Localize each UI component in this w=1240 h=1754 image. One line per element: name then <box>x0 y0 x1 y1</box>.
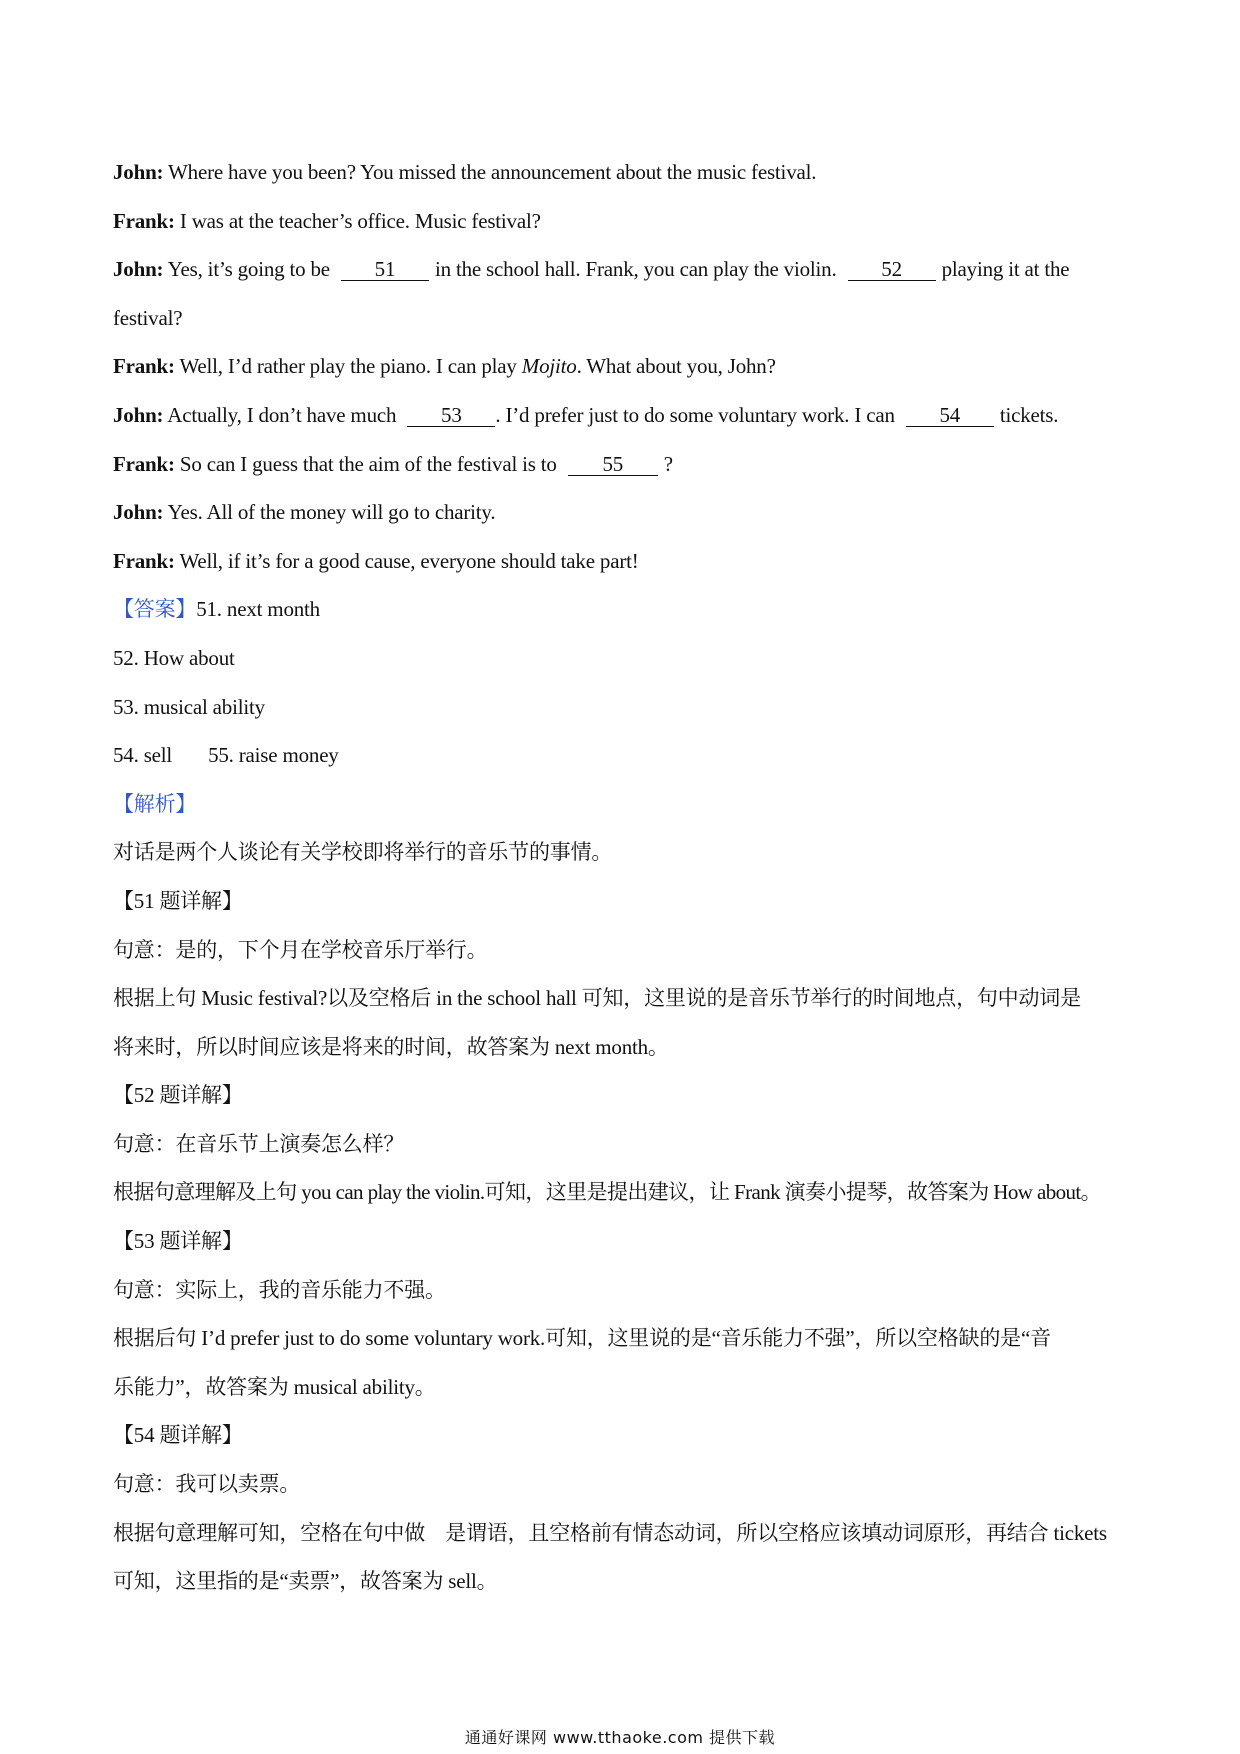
dialogue-text: Yes, it’s going to be <box>163 257 330 282</box>
answer-line <box>113 585 1133 634</box>
q52-reason: 根据句意理解及上句 you can play the violin.可知，这里是提出建议，让 Frank 演奏小提琴，故答案为 How about。 <box>113 1180 1102 1205</box>
analysis-line <box>113 1557 1133 1606</box>
dialogue-text: ? <box>663 451 673 476</box>
analysis-line <box>113 828 1133 877</box>
analysis-line <box>113 1363 1133 1412</box>
analysis-line <box>113 1509 1133 1558</box>
q51-title: 【51 题详解】 <box>113 888 243 913</box>
q53-title: 【53 题详解】 <box>113 1229 243 1254</box>
song-title: Mojito <box>521 354 577 379</box>
dialogue-text: Well, I’d rather play the piano. I can play <box>174 354 522 379</box>
dialogue-line <box>113 294 1133 343</box>
dialogue-text: Actually, I don’t have much <box>163 402 397 427</box>
analysis-line <box>113 1071 1133 1120</box>
q54-meaning: 句意：我可以卖票。 <box>113 1472 301 1497</box>
dialogue-text: . I’d prefer just to do some voluntary work. I can <box>495 402 895 427</box>
q54-title: 【54 题详解】 <box>113 1423 243 1448</box>
dialogue-text: in the school hall. Frank, you can play the violin. <box>434 257 837 282</box>
dialogue-line <box>113 197 1133 246</box>
analysis-line <box>113 1411 1133 1460</box>
analysis-line <box>113 1460 1133 1509</box>
analysis-intro: 对话是两个人谈论有关学校即将举行的音乐节的事情。 <box>113 840 613 865</box>
dialogue-line <box>113 342 1133 391</box>
q53-meaning: 句意：实际上，我的音乐能力不强。 <box>113 1277 446 1302</box>
answer-54: 54. sell <box>113 743 173 768</box>
blank-54: 54 <box>906 404 994 427</box>
dialogue-line <box>113 537 1133 586</box>
dialogue-line <box>113 148 1133 197</box>
answer-52: 52. How about <box>113 645 235 670</box>
speaker-frank: Frank: <box>113 208 175 233</box>
dialogue-text: So can I guess that the aim of the festival is to <box>174 451 557 476</box>
analysis-line <box>113 877 1133 926</box>
dialogue-line <box>113 440 1133 489</box>
q51-reason: 根据上句 Music festival?以及空格后 in the school hall 可知，这里说的是音乐节举行的时间地点，句中动词是 <box>113 986 1081 1011</box>
q54-reason: 可知，这里指的是“卖票”，故答案为 sell。 <box>113 1569 498 1594</box>
speaker-john: John: <box>113 257 164 282</box>
dialogue-text: Yes. All of the money will go to charity. <box>163 500 496 525</box>
dialogue-text: I was at the teacher’s office. Music festival? <box>174 208 541 233</box>
blank-53: 53 <box>407 404 495 427</box>
answer-line <box>113 634 1133 683</box>
page-content <box>113 148 1133 1606</box>
speaker-frank: Frank: <box>113 548 175 573</box>
analysis-heading <box>113 780 1133 829</box>
speaker-frank: Frank: <box>113 451 175 476</box>
speaker-john: John: <box>113 402 164 427</box>
page-footer: 通通好课网 www.tthaoke.com 提供下载 <box>464 1728 776 1747</box>
dialogue-text: Where have you been? You missed the announcement about the music festival. <box>163 160 817 184</box>
blank-51: 51 <box>341 258 429 281</box>
dialogue-text: Well, if it’s for a good cause, everyone should take part! <box>174 548 639 573</box>
answer-53: 53. musical ability <box>113 694 265 719</box>
dialogue-text: festival? <box>113 305 183 330</box>
analysis-line <box>113 1023 1133 1072</box>
q52-title: 【52 题详解】 <box>113 1083 243 1108</box>
q53-reason: 乐能力”，故答案为 musical ability。 <box>113 1374 436 1399</box>
dialogue-line <box>113 488 1133 537</box>
analysis-line <box>113 974 1133 1023</box>
analysis-line <box>113 1266 1133 1315</box>
analysis-label: 【解析】 <box>113 791 197 816</box>
dialogue-line <box>113 391 1133 440</box>
blank-55: 55 <box>568 453 658 476</box>
dialogue-text: . What about you, John? <box>576 354 776 379</box>
analysis-line <box>113 1217 1133 1266</box>
analysis-line <box>113 1314 1133 1363</box>
q51-meaning: 句意：是的，下个月在学校音乐厅举行。 <box>113 937 488 962</box>
dialogue-text: playing it at the <box>941 257 1070 282</box>
q51-reason: 将来时，所以时间应该是将来的时间，故答案为 next month。 <box>113 1034 669 1059</box>
analysis-line <box>113 1120 1133 1169</box>
q54-reason: 根据句意理解可知，空格在句中做 是谓语，且空格前有情态动词，所以空格应该填动词原形，再结合 tickets <box>113 1520 1107 1545</box>
answer-line <box>113 731 1133 780</box>
blank-52: 52 <box>848 258 936 281</box>
q52-meaning: 句意：在音乐节上演奏怎么样？ <box>113 1131 405 1156</box>
analysis-line <box>113 926 1133 975</box>
dialogue-line <box>113 245 1133 294</box>
answer-51: 51. next month <box>196 597 320 622</box>
q53-reason: 根据后句 I’d prefer just to do some voluntary work.可知，这里说的是“音乐能力不强”，所以空格缺的是“音 <box>113 1326 1051 1351</box>
answer-55: 55. raise money <box>208 743 339 768</box>
speaker-frank: Frank: <box>113 354 175 379</box>
speaker-john: John: <box>113 500 164 525</box>
speaker-john: John: <box>113 160 164 184</box>
answer-line <box>113 683 1133 732</box>
analysis-line <box>113 1168 1133 1217</box>
dialogue-text: tickets. <box>999 402 1059 427</box>
answer-label: 【答案】 <box>113 597 197 622</box>
